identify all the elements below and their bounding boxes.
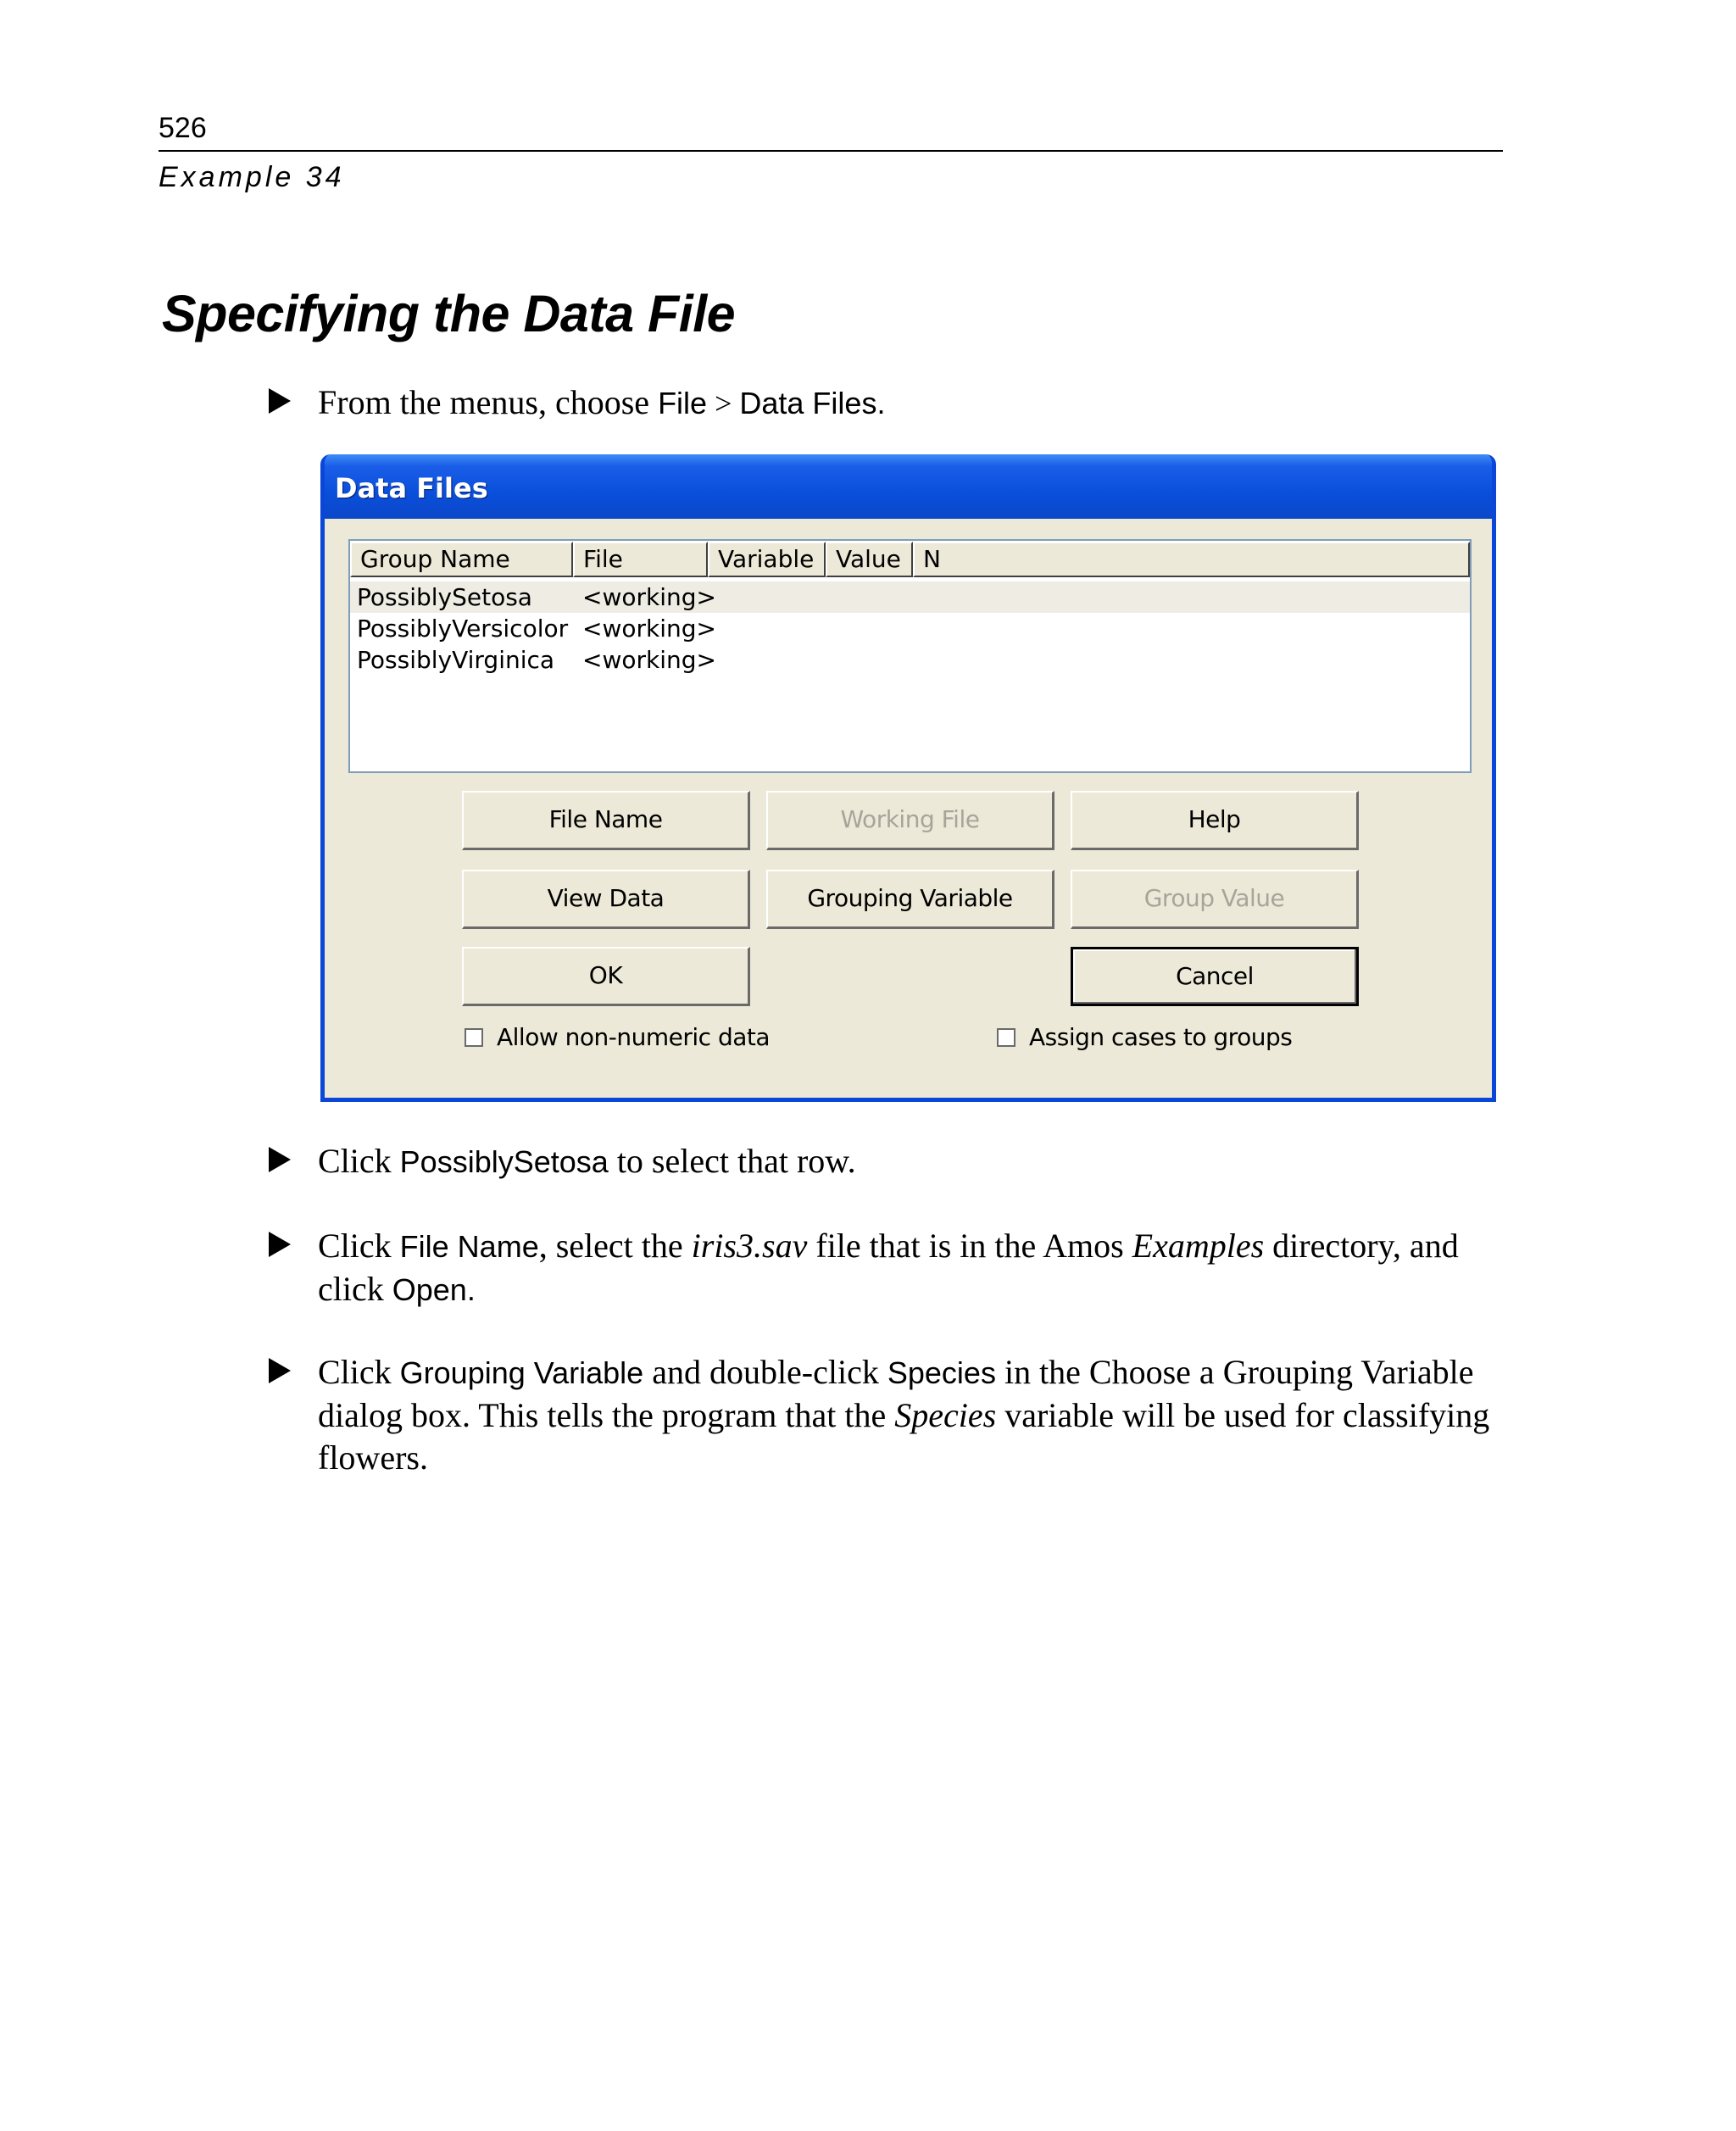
ok-button[interactable]: OK [462,947,750,1006]
bullet-arrow-icon [269,1358,291,1383]
checkbox-box[interactable] [997,1028,1015,1047]
step-text: Click Grouping Variable and double-click Species in the Choose a Grouping Variable dialog box. This tells the program that the Species variable will be used for classifying flowers. [318,1353,1490,1477]
column-header-variable[interactable]: Variable [708,542,826,577]
section-heading: Specifying the Data File [162,285,736,342]
help-button[interactable]: Help [1071,791,1359,850]
cell-group-name: PossiblyVirginica [357,646,555,674]
dialog-title-bar[interactable] [320,454,1496,519]
header-rule [159,150,1503,152]
bullet-arrow-icon [269,388,291,414]
file-name-button[interactable]: File Name [462,791,750,850]
column-header-n[interactable]: N [913,542,1470,577]
group-value-button[interactable]: Group Value [1071,870,1359,929]
cell-file: <working> [582,646,716,674]
working-file-button[interactable]: Working File [766,791,1054,850]
column-header-value[interactable]: Value [826,542,913,577]
step-3 [269,1225,1515,1311]
data-files-dialog [320,454,1496,1102]
checkbox-label: Allow non-numeric data [497,1023,771,1051]
chapter-label: Example 34 [159,161,345,193]
step-text: Click PossiblySetosa to select that row. [318,1142,856,1180]
grouping-variable-button[interactable]: Grouping Variable [766,870,1054,929]
page-number: 526 [159,112,207,144]
groups-list[interactable] [348,539,1472,773]
cell-group-name: PossiblyVersicolor [357,615,569,643]
cell-file: <working> [582,615,716,643]
step-text: From the menus, choose File > Data Files. [318,383,886,421]
table-row[interactable] [350,613,1470,644]
bullet-arrow-icon [269,1147,291,1172]
step-2 [269,1140,1515,1183]
cell-file: <working> [582,583,716,611]
cell-group-name: PossiblySetosa [357,583,532,611]
step-text: Click File Name, select the iris3.sav file that is in the Amos Examples directory, and click Open. [318,1227,1459,1308]
table-row[interactable] [350,581,1470,613]
step-1 [269,381,1515,425]
checkbox-label: Assign cases to groups [1029,1023,1293,1051]
allow-non-numeric-checkbox[interactable] [465,1022,770,1053]
column-header-file[interactable]: File [573,542,708,577]
dialog-title: Data Files [335,472,488,504]
bullet-arrow-icon [269,1232,291,1257]
cancel-button[interactable]: Cancel [1071,947,1359,1006]
table-row[interactable] [350,644,1470,676]
view-data-button[interactable]: View Data [462,870,750,929]
step-4 [269,1351,1515,1479]
column-header-group-name[interactable]: Group Name [350,542,573,577]
checkbox-box[interactable] [465,1028,483,1047]
assign-cases-checkbox[interactable] [997,1022,1292,1053]
